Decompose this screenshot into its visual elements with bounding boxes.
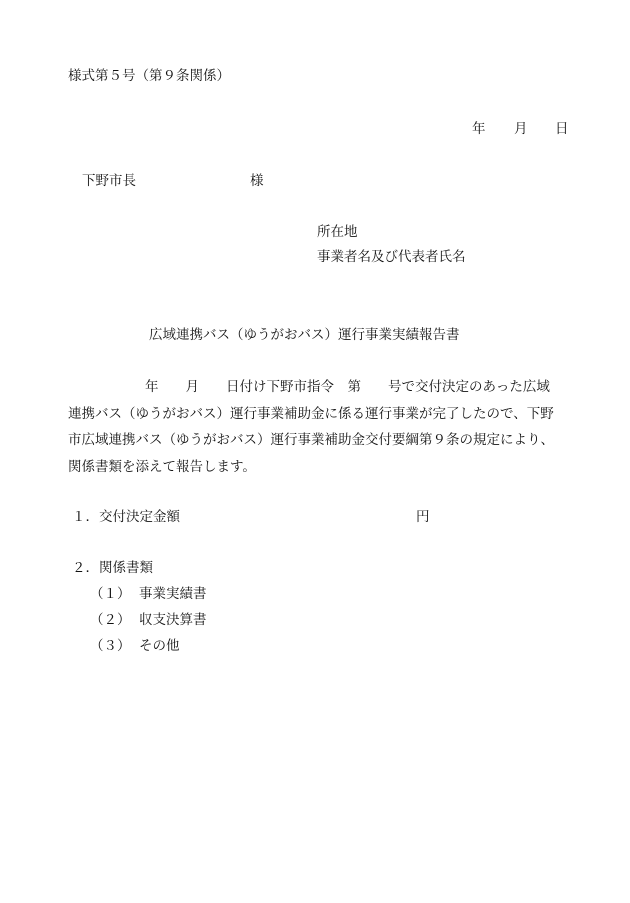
month-label: 月 bbox=[514, 121, 528, 137]
body-line-3: 市広域連携バス（ゆうがおバス）運行事業補助金交付要綱第９条の規定により、 bbox=[68, 432, 554, 448]
list-item-num: （１） bbox=[90, 586, 131, 602]
form-number: 様式第５号（第９条関係） bbox=[68, 68, 230, 84]
addressee-honorific: 様 bbox=[250, 173, 264, 189]
addressee-name: 下野市長 bbox=[82, 173, 136, 189]
body-line-1: 年 月 日付け下野市指令 第 号で交付決定のあった広域 bbox=[145, 379, 550, 395]
body-paragraph bbox=[68, 374, 568, 480]
document-title: 広域連携バス（ゆうがおバス）運行事業実績報告書 bbox=[149, 327, 460, 343]
address-label: 所在地 bbox=[317, 224, 358, 240]
applicant-name-label: 事業者名及び代表者氏名 bbox=[317, 249, 466, 265]
section-2-label: ２．関係書類 bbox=[72, 560, 153, 576]
body-line-2: 連携バス（ゆうがおバス）運行事業補助金に係る運行事業が完了したので、下野 bbox=[68, 405, 554, 422]
list-item-text: 収支決算書 bbox=[139, 612, 207, 628]
body-line-4: 関係書類を添えて報告します。 bbox=[68, 458, 256, 475]
list-item-text: 事業実績書 bbox=[139, 586, 207, 602]
list-item-text: その他 bbox=[139, 638, 180, 654]
list-item-num: （３） bbox=[90, 638, 131, 654]
section-1-label: １．交付決定金額 bbox=[72, 509, 180, 525]
list-item-num: （２） bbox=[90, 612, 131, 628]
day-label: 日 bbox=[555, 121, 569, 137]
year-label: 年 bbox=[472, 121, 486, 137]
amount-unit: 円 bbox=[416, 509, 430, 525]
